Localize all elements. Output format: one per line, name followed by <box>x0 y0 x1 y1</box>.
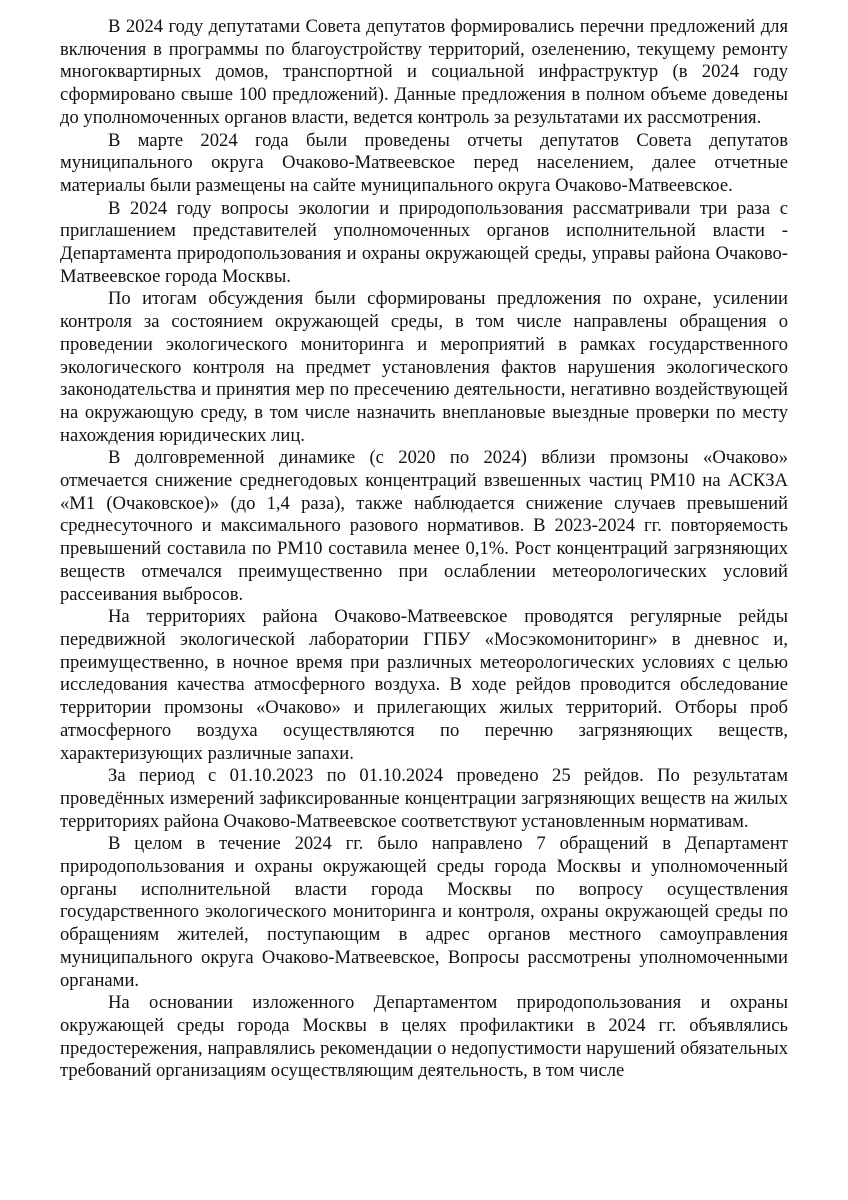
paragraph-ecology-meetings: В 2024 году вопросы экологии и природопользования рассматривали три раза с приглашением представителей уполномоченных органов исполнительной власти - Департамента природопользования и охраны окружающей среды, управы района Очаково-Матвеевское города Москвы. <box>60 197 788 287</box>
paragraph-deputy-reports: В марте 2024 года были проведены отчеты депутатов Совета депутатов муниципального округа Очаково-Матвеевское перед населением, далее отчетные материалы были размещены на сайте муниципального округа Очаково-Матвеевское. <box>60 129 788 196</box>
paragraph-appeals: В целом в течение 2024 гг. было направлено 7 обращений в Департамент природопользования и охраны окружающей среды города Москвы и уполномоченный органы исполнительной власти города Москвы по вопросу осуществления государственного экологического мониторинга и контроля, охраны окружающей среды по обращениям жителей, поступающим в адрес органов местного самоуправления муниципального округа Очаково-Матвеевское, Вопросы рассмотрены уполномоченными органами. <box>60 833 788 991</box>
paragraph-pm10-dynamics: В долговременной динамике (с 2020 по 2024) вблизи промзоны «Очаково» отмечается снижение среднегодовых концентраций взвешенных частиц РМ10 на АСКЗА «М1 (Очаковское)» (до 1,4 раза), также наблюдается снижение случаев превышений среднесуточного и максимального разового нормативов. В 2023-2024 гг. повторяемость превышений составила по РМ10 составила менее 0,1%. Рост концентраций загрязняющих веществ отмечался преимущественно при ослаблении метеорологических условий рассеивания выбросов. <box>60 447 788 605</box>
paragraph-deputy-proposals: В 2024 году депутатами Совета депутатов формировались перечни предложений для включения в программы по благоустройству территорий, озеленению, текущему ремонту многоквартирных домов, транспортной и социальной инфраструктур (в 2024 году сформировано свыше 100 предложений). Данные предложения в полном объеме доведены до уполномоченных органов власти, ведется контроль за результатами их рассмотрения. <box>60 16 788 128</box>
document-page <box>60 16 788 1083</box>
paragraph-raid-results: За период с 01.10.2023 по 01.10.2024 проведено 25 рейдов. По результатам проведённых измерений зафиксированные концентрации загрязняющих веществ на жилых территориях района Очаково-Матвеевское соответствуют установленным нормативам. <box>60 765 788 832</box>
paragraph-prevention-measures: На основании изложенного Департаментом природопользования и охраны окружающей среды города Москвы в целях профилактики в 2024 гг. объявлялись предостережения, направлялись рекомендации о недопустимости нарушений обязательных требований организациям осуществляющим деятельность, в том числе <box>60 992 788 1082</box>
paragraph-environment-proposals: По итогам обсуждения были сформированы предложения по охране, усилении контроля за состоянием окружающей среды, в том числе направлены обращения о проведении экологического мониторинга и мероприятий в рамках государственного экологического контроля на предмет установления фактов нарушения экологического законодательства и принятия мер по пресечению деятельности, негативно воздействующей на окружающую среду, в том числе назначить внеплановые выездные проверки по месту нахождения юридических лиц. <box>60 288 788 446</box>
paragraph-mobile-lab-raids: На территориях района Очаково-Матвеевское проводятся регулярные рейды передвижной экологической лаборатории ГПБУ «Мосэкомониторинг» в дневнос и, преимущественно, в ночное время при различных метеорологических условиях с целью исследования качества атмосферного воздуха. В ходе рейдов проводится обследование территории промзоны «Очаково» и прилегающих жилых территорий. Отборы проб атмосферного воздуха осуществляются по перечню загрязняющих веществ, характеризующих различные запахи. <box>60 606 788 764</box>
